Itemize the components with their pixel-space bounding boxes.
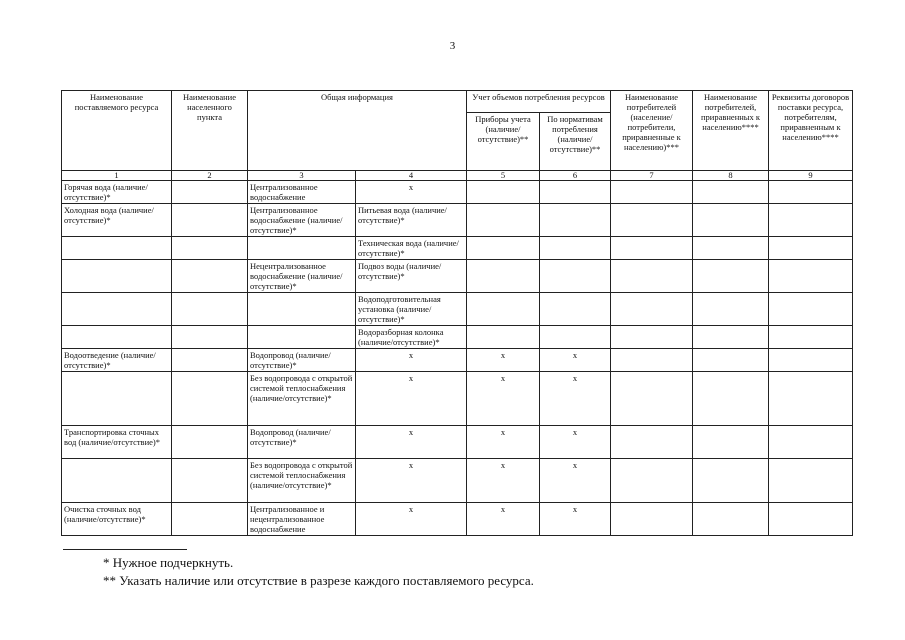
cell-empty [172, 349, 248, 372]
cell-empty [611, 326, 693, 349]
footnote-1: * Нужное подчеркнуть. [103, 555, 234, 570]
cell-empty [693, 260, 769, 293]
table-row [62, 372, 853, 426]
header-general: Общая информация [248, 91, 467, 171]
cell-empty [172, 372, 248, 426]
cell-empty [611, 349, 693, 372]
cell-empty [248, 237, 356, 260]
cell-empty [62, 237, 172, 260]
cell-empty [693, 326, 769, 349]
column-number-row [62, 171, 853, 181]
cell-empty [769, 426, 853, 459]
header-consumers: Наименование потребителей (население/ потребители, приравненные к населению)*** [611, 91, 693, 171]
cell-x: x [467, 349, 540, 372]
cell-x: x [356, 349, 467, 372]
cell-empty [769, 237, 853, 260]
cell-x: x [540, 426, 611, 459]
cell-general: Нецентрализованное водоснабжение (наличие/отсутствие)* [248, 260, 356, 293]
cell-empty [693, 503, 769, 536]
header-row [62, 91, 853, 113]
cell-empty [769, 204, 853, 237]
cell-empty [769, 260, 853, 293]
header-settlement: Наименование населенного пункта [172, 91, 248, 171]
cell-empty [62, 260, 172, 293]
header-resource: Наименование поставляемого ресурса [62, 91, 172, 171]
cell-general: Водопровод (наличие/отсутствие)* [248, 426, 356, 459]
col-number: 9 [769, 171, 853, 181]
cell-subtype: Водоразборная колонка (наличие/отсутствие)* [356, 326, 467, 349]
cell-empty [540, 204, 611, 237]
cell-empty [693, 204, 769, 237]
cell-empty [769, 503, 853, 536]
cell-general: Централизованное водоснабжение (наличие/отсутствие)* [248, 204, 356, 237]
resource-table [61, 90, 853, 536]
cell-empty [769, 181, 853, 204]
cell-x: x [356, 372, 467, 426]
col-number: 4 [356, 171, 467, 181]
cell-subtype: Водоподготовительная установка (наличие/отсутствие)* [356, 293, 467, 326]
cell-empty [540, 181, 611, 204]
cell-empty [540, 237, 611, 260]
cell-empty [172, 237, 248, 260]
cell-empty [693, 349, 769, 372]
footnote-divider [63, 549, 187, 550]
col-number: 2 [172, 171, 248, 181]
cell-x: x [467, 459, 540, 503]
cell-empty [248, 326, 356, 349]
table-row [62, 181, 853, 204]
col-number: 5 [467, 171, 540, 181]
table-row [62, 349, 853, 372]
cell-general: Централизованное водоснабжение [248, 181, 356, 204]
cell-x: x [467, 426, 540, 459]
col-number: 1 [62, 171, 172, 181]
cell-empty [769, 293, 853, 326]
cell-general: Без водопровода с открытой системой теплоснабжения (наличие/отсутствие)* [248, 459, 356, 503]
cell-empty [769, 349, 853, 372]
table-row [62, 293, 853, 326]
header-contracts: Реквизиты договоров поставки ресурса, потребителям, приравненным к населению**** [769, 91, 853, 171]
header-norms: По нормативам потребления (наличие/ отсутствие)** [540, 113, 611, 171]
cell-empty [611, 293, 693, 326]
cell-empty [172, 326, 248, 349]
cell-empty [172, 503, 248, 536]
cell-empty [172, 204, 248, 237]
table-row [62, 260, 853, 293]
table-row [62, 426, 853, 459]
table-row [62, 459, 853, 503]
cell-x: x [356, 503, 467, 536]
cell-empty [611, 503, 693, 536]
cell-resource: Очистка сточных вод (наличие/отсутствие)* [62, 503, 172, 536]
cell-empty [62, 326, 172, 349]
cell-x: x [540, 372, 611, 426]
cell-empty [693, 181, 769, 204]
cell-x: x [540, 349, 611, 372]
cell-x: x [467, 372, 540, 426]
cell-empty [467, 237, 540, 260]
cell-x: x [356, 181, 467, 204]
cell-resource: Транспортировка сточных вод (наличие/отсутствие)* [62, 426, 172, 459]
cell-x: x [356, 459, 467, 503]
cell-empty [172, 293, 248, 326]
cell-empty [172, 459, 248, 503]
col-number: 3 [248, 171, 356, 181]
cell-empty [172, 181, 248, 204]
table-row [62, 237, 853, 260]
cell-empty [172, 260, 248, 293]
page-number: 3 [449, 40, 456, 52]
col-number: 7 [611, 171, 693, 181]
cell-empty [611, 181, 693, 204]
footnote-2: ** Указать наличие или отсутствие в разрезе каждого поставляемого ресурса. [103, 573, 534, 588]
cell-x: x [356, 426, 467, 459]
cell-resource: Водоотведение (наличие/отсутствие)* [62, 349, 172, 372]
cell-empty [769, 459, 853, 503]
cell-empty [611, 204, 693, 237]
cell-empty [540, 260, 611, 293]
cell-x: x [467, 503, 540, 536]
cell-empty [540, 326, 611, 349]
table-row [62, 326, 853, 349]
cell-general: Без водопровода с открытой системой теплоснабжения (наличие/отсутствие)* [248, 372, 356, 426]
header-equated: Наименование потребителей, приравненных к населению**** [693, 91, 769, 171]
cell-empty [62, 372, 172, 426]
cell-resource: Холодная вода (наличие/отсутствие)* [62, 204, 172, 237]
cell-empty [611, 426, 693, 459]
col-number: 6 [540, 171, 611, 181]
cell-empty [248, 293, 356, 326]
cell-general: Централизованное и нецентрализованное водоснабжение [248, 503, 356, 536]
cell-x: x [540, 459, 611, 503]
cell-empty [467, 260, 540, 293]
cell-subtype: Питьевая вода (наличие/отсутствие)* [356, 204, 467, 237]
cell-empty [540, 293, 611, 326]
cell-subtype: Подвоз воды (наличие/отсутствие)* [356, 260, 467, 293]
cell-empty [611, 260, 693, 293]
cell-empty [611, 237, 693, 260]
cell-empty [62, 293, 172, 326]
cell-subtype: Техническая вода (наличие/отсутствие)* [356, 237, 467, 260]
cell-empty [769, 326, 853, 349]
cell-empty [693, 426, 769, 459]
cell-empty [693, 293, 769, 326]
table-row [62, 204, 853, 237]
header-accounting: Учет объемов потребления ресурсов [467, 91, 611, 113]
cell-empty [693, 237, 769, 260]
cell-empty [693, 372, 769, 426]
cell-empty [611, 372, 693, 426]
cell-empty [611, 459, 693, 503]
cell-empty [467, 326, 540, 349]
cell-empty [172, 426, 248, 459]
cell-x: x [540, 503, 611, 536]
table-row [62, 503, 853, 536]
cell-empty [467, 293, 540, 326]
col-number: 8 [693, 171, 769, 181]
cell-resource: Горячая вода (наличие/отсутствие)* [62, 181, 172, 204]
cell-empty [467, 181, 540, 204]
cell-empty [693, 459, 769, 503]
cell-general: Водопровод (наличие/отсутствие)* [248, 349, 356, 372]
cell-empty [467, 204, 540, 237]
cell-empty [769, 372, 853, 426]
header-meters: Приборы учета (наличие/ отсутствие)** [467, 113, 540, 171]
cell-empty [62, 459, 172, 503]
